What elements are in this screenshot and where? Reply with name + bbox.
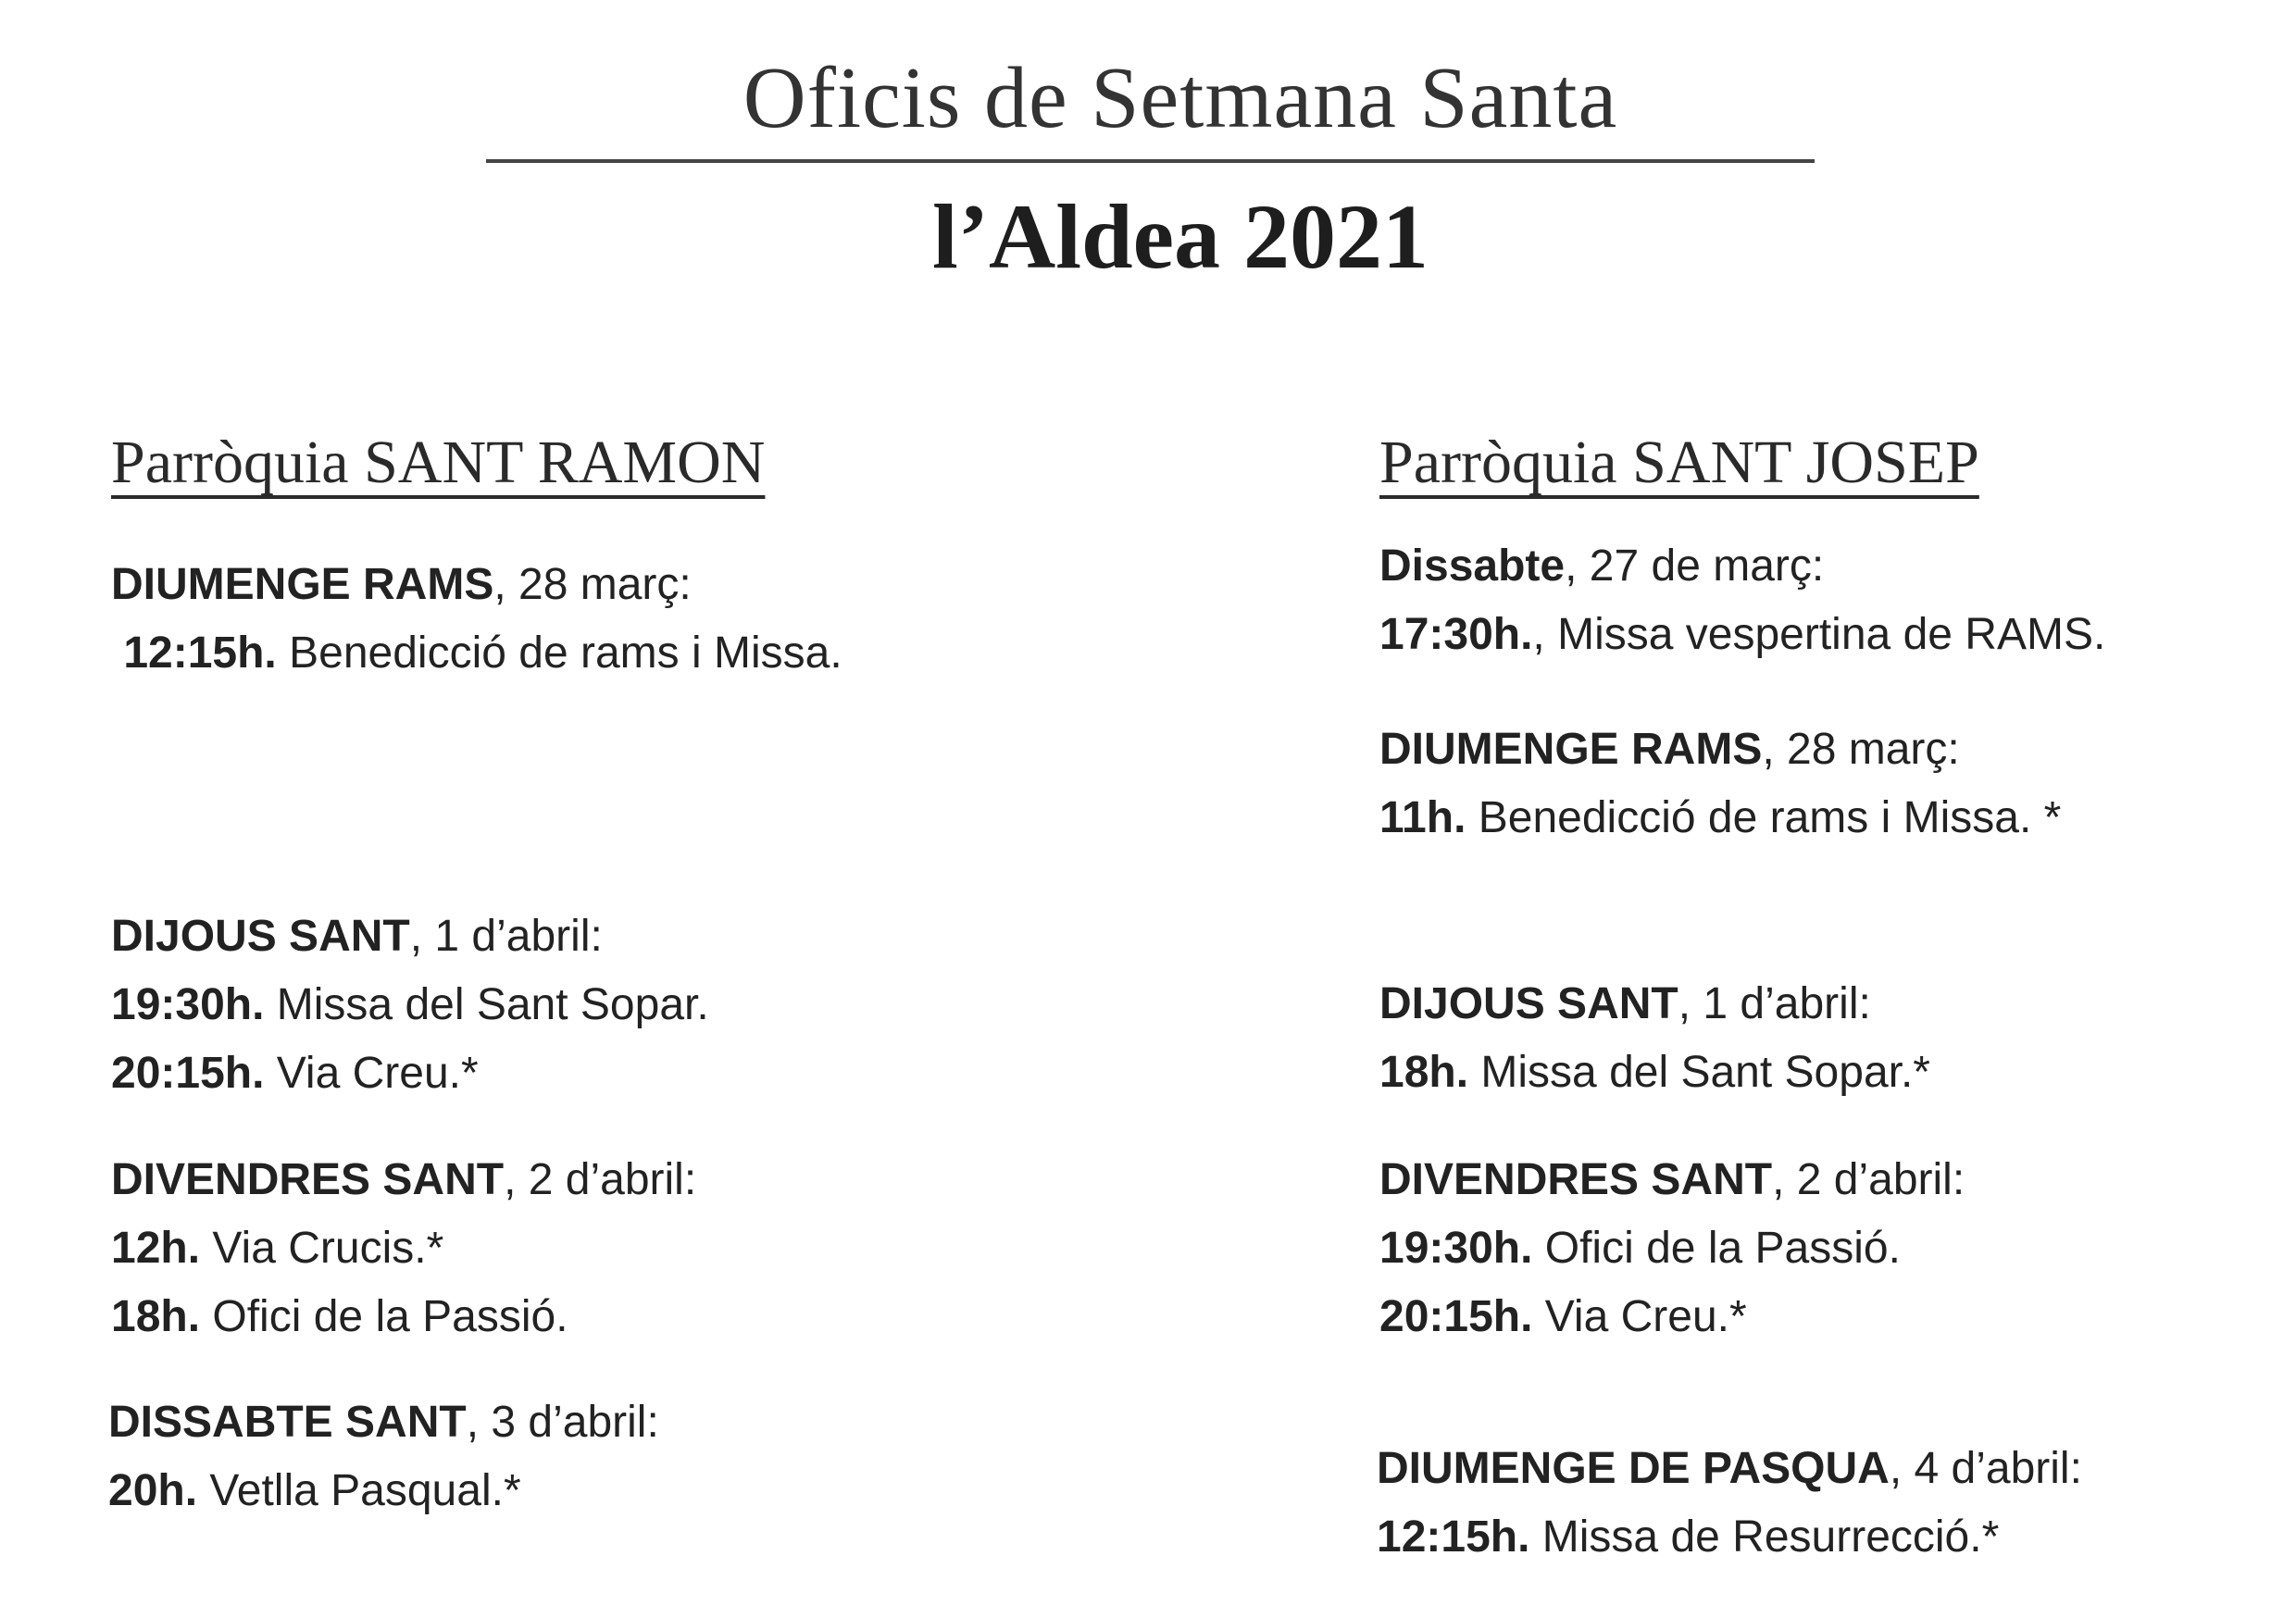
day-name: DIUMENGE RAMS [1379,725,1763,774]
service-desc: Benedicció de rams i Missa. * [1466,793,2062,842]
parish-sant-ramon [108,421,1176,1515]
day-name: DIVENDRES SANT [111,1155,505,1204]
schedule-block-divendres-sant [1379,1146,1965,1351]
service-desc: Via Crucis.* [200,1224,444,1273]
service-desc: Vetlla Pasqual.* [197,1466,521,1515]
service-line [1379,1039,1930,1107]
service-line [111,1039,709,1108]
day-line [1379,532,2105,601]
schedule-block-dissabte [1379,532,2105,669]
day-line [1379,970,1930,1039]
day-date: , 4 d’abril: [1889,1444,2082,1493]
service-desc: Ofici de la Passió. [1532,1224,1901,1273]
day-line [1379,716,2061,784]
service-desc: Missa del Sant Sopar. [264,980,709,1029]
service-desc: Missa del Sant Sopar.* [1468,1048,1930,1097]
day-name: DIUMENGE DE PASQUA [1377,1444,1890,1493]
service-line [111,619,842,688]
schedule-block-dijous-sant [1379,970,1930,1107]
service-line [1377,1503,2082,1572]
title-divider [486,159,1815,163]
parish-sant-josep [1377,421,2287,1562]
day-date: , 2 d’abril: [504,1155,697,1204]
service-line [108,1457,659,1525]
service-desc: , Missa vespertina de RAMS. [1532,610,2106,659]
service-time: 12:15h. [1377,1512,1530,1562]
schedule-block-diumenge-rams [1379,716,2061,853]
day-name: DIJOUS SANT [111,912,410,961]
day-name: Dissabte [1379,541,1566,591]
service-line [111,1283,696,1351]
page-subtitle: l’Aldea 2021 [931,185,1429,288]
service-line [1379,601,2105,669]
day-line [108,1388,659,1457]
service-time: 18h. [111,1292,201,1341]
service-line [1379,1214,1965,1283]
service-desc: Missa de Resurrecció.* [1529,1512,2000,1562]
day-line [111,902,709,971]
service-time: 20:15h. [1379,1292,1533,1341]
service-line [111,971,709,1039]
day-line [1379,1146,1965,1214]
day-line [111,551,842,619]
day-name: DIVENDRES SANT [1379,1155,1773,1204]
day-line [1377,1435,2082,1503]
day-name: DIJOUS SANT [1379,979,1678,1028]
day-date: , 28 març: [1762,725,1960,774]
service-time: 18h. [1379,1048,1469,1097]
service-time: 17:30h. [1379,610,1533,659]
schedule-block-dijous-sant [111,902,709,1108]
day-date: , 1 d’abril: [1678,979,1871,1028]
service-line [111,1214,696,1283]
service-time: 20:15h. [111,1049,265,1098]
service-desc: Via Creu.* [264,1049,479,1098]
parish-heading: Parròquia SANT JOSEP [1379,429,1979,496]
day-date: , 1 d’abril: [409,912,603,961]
service-desc: Via Creu.* [1532,1292,1747,1341]
service-time: 12h. [111,1224,201,1273]
page-title: Oficis de Setmana Santa [742,50,1618,146]
parish-heading: Parròquia SANT RAMON [111,429,766,496]
service-line [1379,784,2061,853]
day-name: DIUMENGE RAMS [111,560,494,609]
day-line [111,1146,696,1214]
service-time: 12:15h. [111,629,277,678]
day-date: , 27 de març: [1565,541,1825,591]
schedule-block-diumenge-de-pasqua [1377,1435,2082,1572]
schedule-block-diumenge-rams [111,551,842,688]
service-time: 11h. [1379,793,1466,842]
day-date: , 28 març: [493,560,692,609]
service-time: 20h. [108,1466,198,1515]
service-desc: Ofici de la Passió. [200,1292,568,1341]
schedule-block-divendres-sant [111,1146,696,1351]
service-line [1379,1283,1965,1351]
day-name: DISSABTE SANT [108,1398,467,1447]
schedule-block-dissabte-sant [108,1388,659,1525]
day-date: , 2 d’abril: [1772,1155,1965,1204]
day-date: , 3 d’abril: [466,1398,659,1447]
service-time: 19:30h. [111,980,265,1029]
service-desc: Benedicció de rams i Missa. [276,629,842,678]
service-time: 19:30h. [1379,1224,1533,1273]
